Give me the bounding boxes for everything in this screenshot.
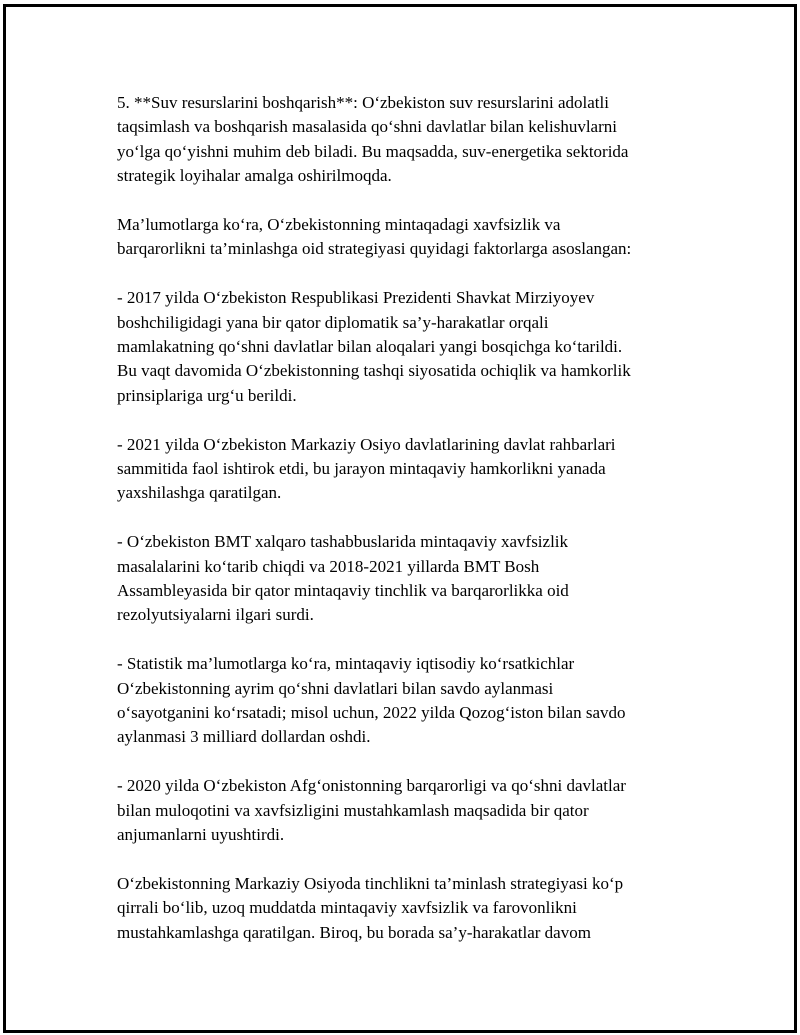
paragraph-trade-statistics: - Statistik ma’lumotlarga ko‘ra, mintaqaviy iqtisodiy ko‘rsatkichlar O‘zbekistonning ayrim qo‘shni davlatlari bilan savdo aylanmasi o‘sayotganini ko‘rsatadi; misol uchun, 2022 yilda Qozog‘iston bilan savdo aylanmasi 3 milliard dollardan oshdi.: [117, 654, 626, 747]
paragraph-conclusion: O‘zbekistonning Markaziy Osiyoda tinchlikni ta’minlash strategiyasi ko‘p qirrali bo‘lib, uzoq muddatda mintaqaviy xavfsizlik va farovonlikni mustahkamlashga qaratilgan. Biroq, bu borada sa’y-harakatlar davom: [117, 873, 624, 942]
paragraph-2017-diplomacy: - 2017 yilda O‘zbekiston Respublikasi Prezidenti Shavkat Mirziyoyev boshchiligidagi yana bir qator diplomatik sa’y-harakatlar orqali mamlakatning qo‘shni davlatlar bilan aloqalari yangi bosqichga ko‘tarildi. Bu vaqt davomida O‘zbekistonning tashqi siyosatida ochiqlik va hamkorlik prinsiplariga urg‘u berildi.: [117, 288, 631, 405]
paragraph-2021-summit: - 2021 yilda O‘zbekiston Markaziy Osiyo davlatlarining davlat rahbarlari sammitida faol ishtirok etdi, bu jarayon mintaqaviy hamkorlikni yanada yaxshilashga qaratilgan.: [117, 434, 616, 503]
paragraph-water-resources: 5. **Suv resurslarini boshqarish**: O‘zbekiston suv resurslarini adolatli taqsimlash va boshqarish masalasida qo‘shni davlatlar bilan kelishuvlarni yo‘lga qo‘yishni muhim deb biladi. Bu maqsadda, suv-energetika sektorida strategik loyihalar amalga oshirilmoqda.: [117, 93, 629, 186]
paragraph-un-initiatives: - O‘zbekiston BMT xalqaro tashabbuslarida mintaqaviy xavfsizlik masalalarini ko‘tarib chiqdi va 2018-2021 yillarda BMT Bosh Assambleyasida bir qator mintaqaviy tinchlik va barqarorlikka oid rezolyutsiyalarni ilgari surdi.: [117, 532, 569, 625]
paragraph-strategy-intro: Ma’lumotlarga ko‘ra, O‘zbekistonning mintaqadagi xavfsizlik va barqarorlikni ta’minlashga oid strategiyasi quyidagi faktorlarga asoslangan:: [117, 215, 632, 259]
document-body: [117, 91, 697, 970]
paragraph-2020-afghanistan: - 2020 yilda O‘zbekiston Afg‘onistonning barqarorligi va qo‘shni davlatlar bilan muloqotini va xavfsizligini mustahkamlash maqsadida bir qator anjumanlarni uyushtirdi.: [117, 776, 626, 845]
